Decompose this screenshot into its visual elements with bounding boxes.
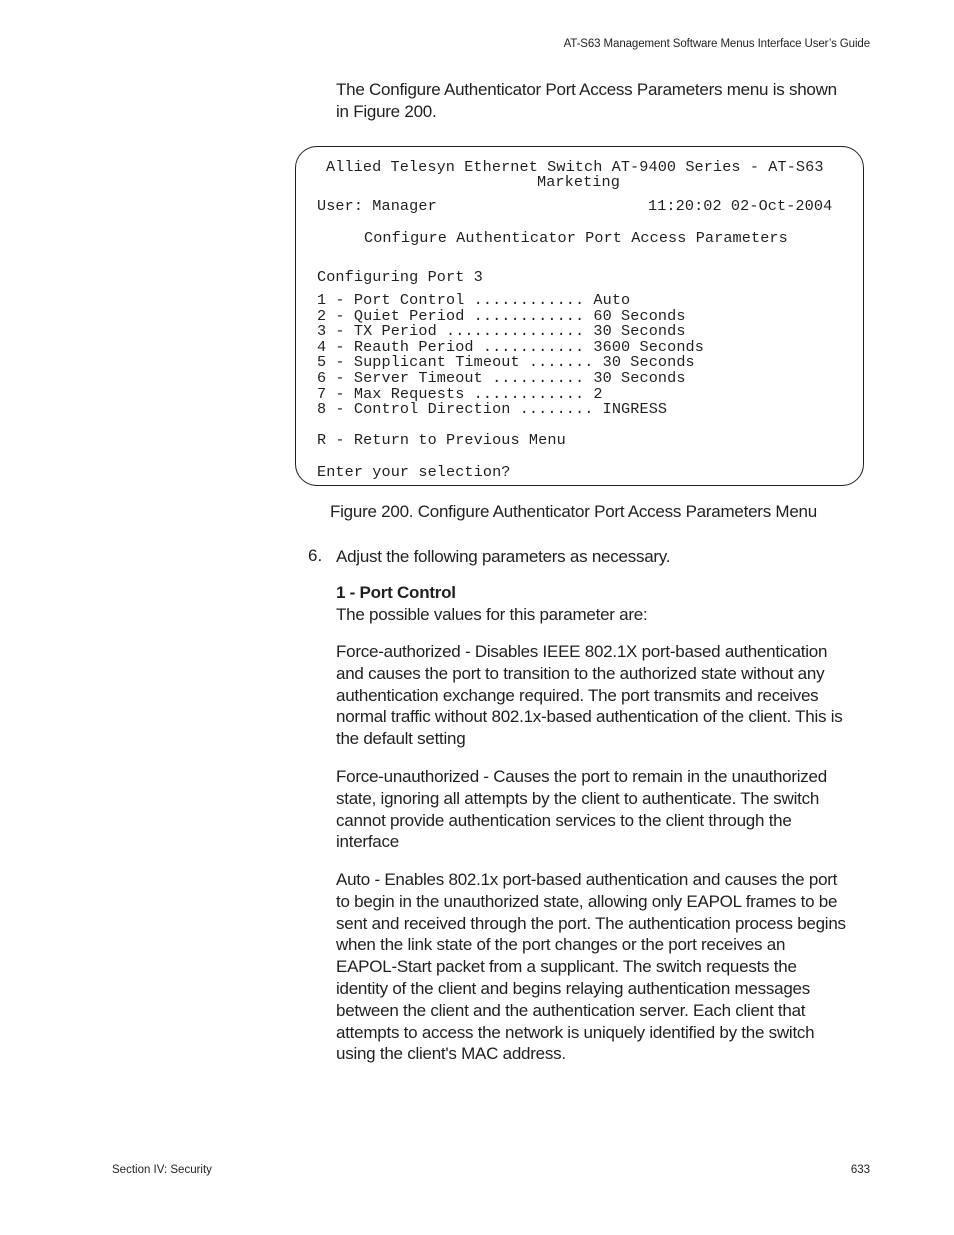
menu-option: 8 - Control Direction ........ INGRESS (317, 400, 668, 418)
menu-option: 7 - Max Requests ............ 2 (317, 385, 603, 403)
page-number: 633 (850, 1164, 870, 1176)
menu-option: 5 - Supplicant Timeout ....... 30 Seconds (317, 353, 695, 371)
figure-caption: Figure 200. Configure Authenticator Port Access Parameters Menu (330, 502, 817, 521)
menu-option: 6 - Server Timeout .......... 30 Seconds (317, 369, 686, 387)
terminal-title: Allied Telesyn Ethernet Switch AT-9400 Series - AT-S63 (326, 158, 824, 176)
terminal-subtitle: Marketing (537, 173, 620, 191)
footer-section: Section IV: Security (112, 1164, 212, 1176)
section-heading: 1 - Port Control (336, 583, 456, 602)
paragraph-force-unauthorized: Force-unauthorized - Causes the port to remain in the unauthorized state, ignoring all attempts by the client to authenticate. The switch cannot provide authentication services to the client through the interface (336, 767, 827, 852)
terminal-prompt: Enter your selection? (317, 463, 511, 481)
section-intro: The possible values for this parameter are: (336, 605, 648, 624)
menu-option: 3 - TX Period ............... 30 Seconds (317, 322, 686, 340)
menu-return: R - Return to Previous Menu (317, 431, 566, 449)
terminal-datetime: 11:20:02 02-Oct-2004 (648, 197, 833, 215)
terminal-menu-title: Configure Authenticator Port Access Parameters (364, 229, 788, 247)
paragraph-force-authorized: Force-authorized - Disables IEEE 802.1X port-based authentication and causes the port to transition to the authorized state without any authentication exchange required. The port transmits and receives normal traffic without 802.1x-based authentication of the client. This is the default setting (336, 642, 843, 749)
terminal-configuring: Configuring Port 3 (317, 268, 483, 286)
menu-option: 1 - Port Control ............ Auto (317, 291, 631, 309)
menu-option: 2 - Quiet Period ............ 60 Seconds (317, 307, 686, 325)
step-text: Adjust the following parameters as necessary. (336, 547, 671, 566)
step-number: 6. (308, 546, 323, 565)
menu-option: 4 - Reauth Period ........... 3600 Seconds (317, 338, 704, 356)
intro-paragraph: The Configure Authenticator Port Access Parameters menu is shown in Figure 200. (336, 80, 837, 121)
paragraph-auto: Auto - Enables 802.1x port-based authentication and causes the port to begin in the unauthorized state, allowing only EAPOL frames to be sent and received through the port. The authentication process begins when the link state of the port changes or the port receives an EAPOL-Start packet from a supplicant. The switch requests the identity of the client and begins relaying authentication messages between the client and the authentication server. Each client that attempts to access the network is uniquely identified by the switch using the client's MAC address. (336, 870, 846, 1064)
terminal-user: User: Manager (317, 197, 437, 215)
running-header: AT-S63 Management Software Menus Interface User’s Guide (563, 38, 870, 50)
terminal-screen (295, 146, 864, 486)
